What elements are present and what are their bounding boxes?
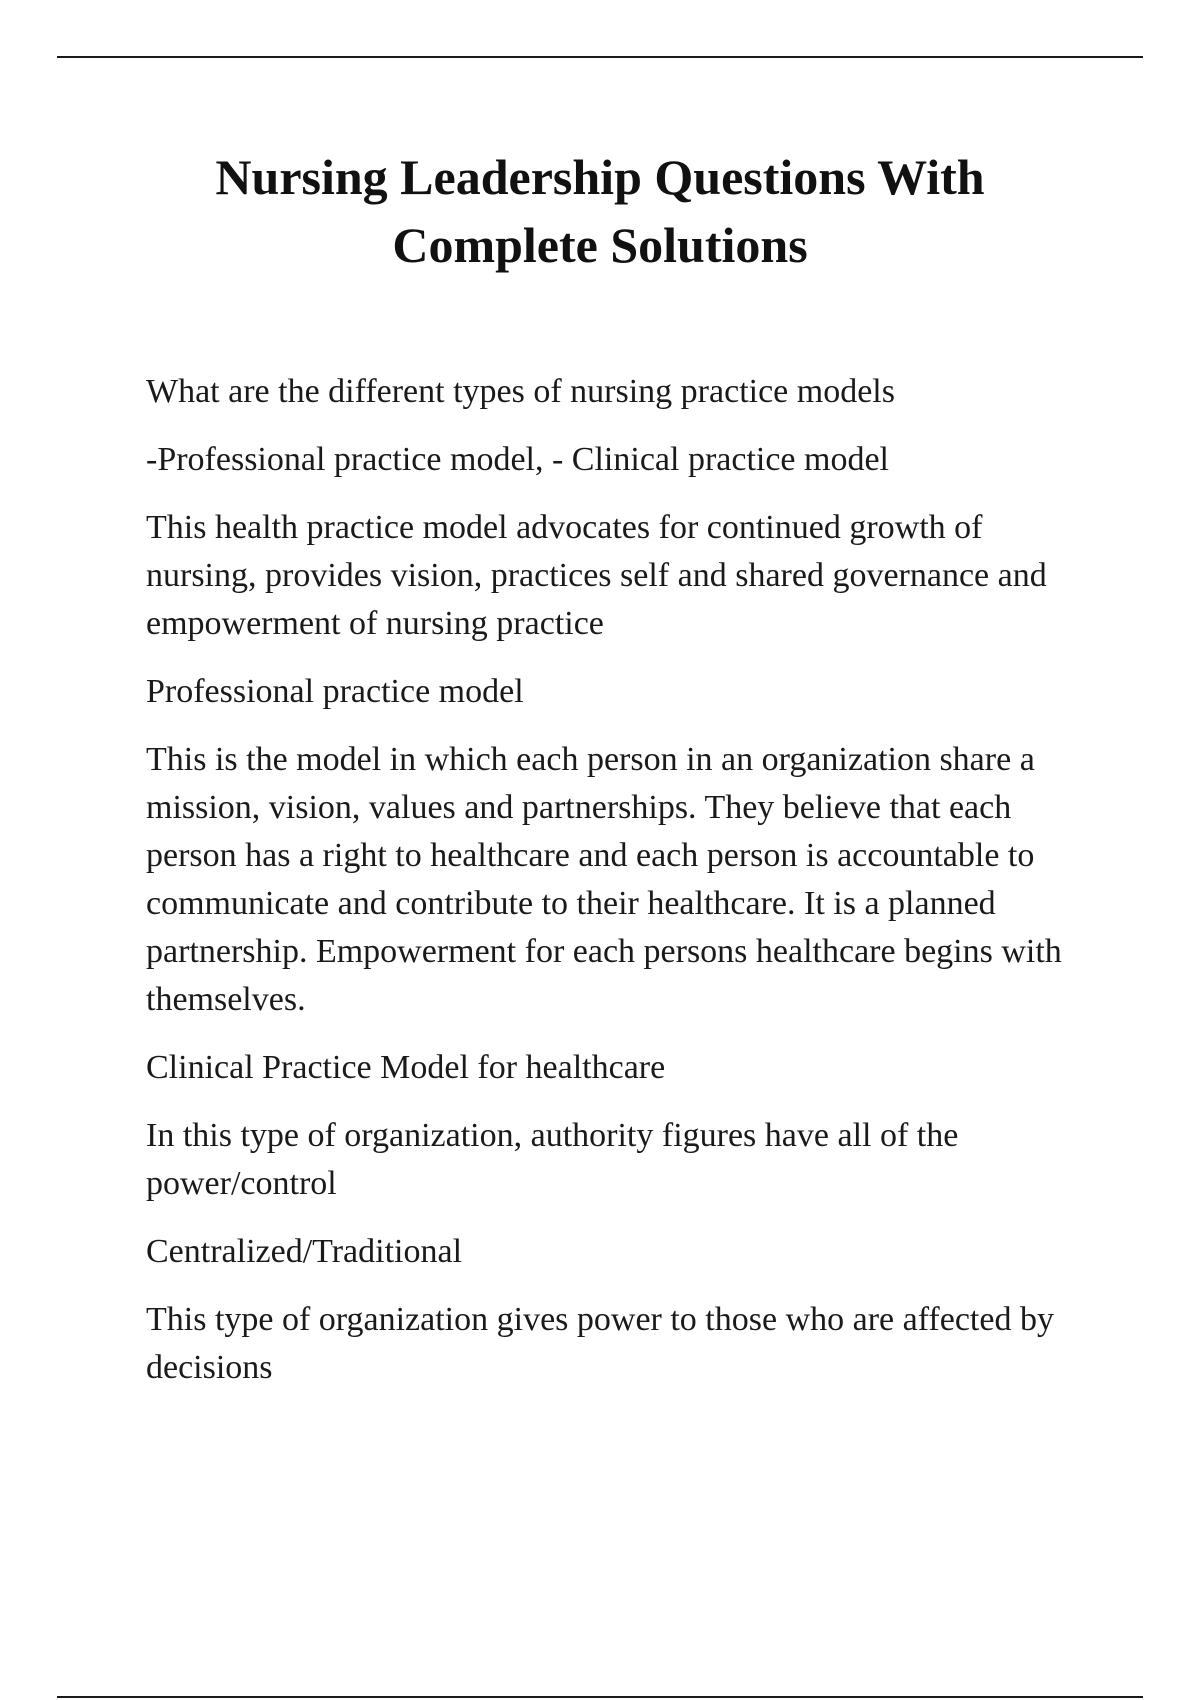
question-4: In this type of organization, authority figures have all of the power/control	[146, 1117, 959, 1202]
answer-2: Professional practice model	[146, 673, 524, 710]
document-title	[150, 143, 1050, 279]
answer-1: -Professional practice model, - Clinical practice model	[146, 441, 890, 478]
question-1: What are the different types of nursing practice models	[146, 373, 895, 410]
question-5: This type of organization gives power to those who are affected by decisions	[146, 1301, 1054, 1386]
question-2: This health practice model advocates for continued growth of nursing, provides vision, practices self and shared governance and empowerment of nursing practice	[146, 509, 1047, 642]
document-title-line-2: Complete Solutions	[392, 217, 808, 273]
bottom-divider	[57, 1696, 1143, 1698]
answer-3: Clinical Practice Model for healthcare	[146, 1049, 666, 1086]
top-divider	[57, 56, 1143, 58]
document-body	[146, 368, 1086, 1412]
question-3: This is the model in which each person in an organization share a mission, vision, values and partnerships. They believe that each person has a right to healthcare and each person is accountable to communicate and contribute to their healthcare. It is a planned partnership. Empowerment for each persons healthcare begins with themselves.	[146, 741, 1062, 1018]
document-title-line-1: Nursing Leadership Questions With	[215, 149, 985, 205]
answer-4: Centralized/Traditional	[146, 1233, 463, 1270]
